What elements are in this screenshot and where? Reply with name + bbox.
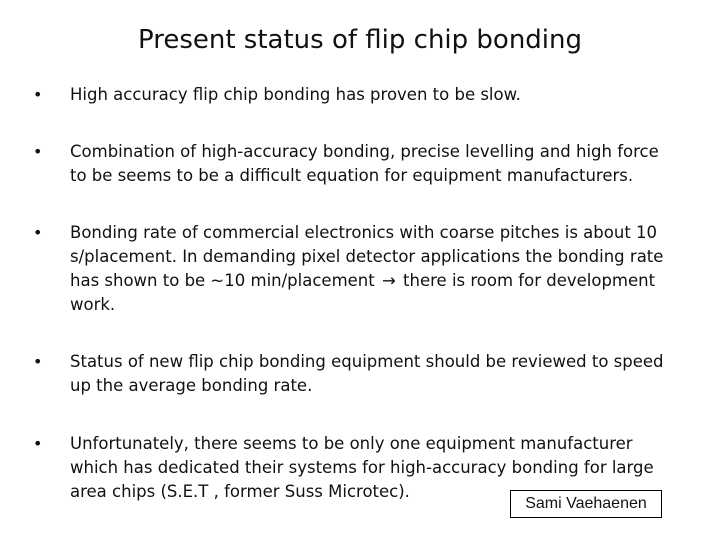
bullet-text: Unfortunately, there seems to be only one equipment manufacturer which has dedicated their systems for high-accuracy bonding for large area chips (S.E.T , former Suss Microtec). [70, 434, 654, 501]
bullet-text-after-arrow: there is room for development work. [70, 271, 656, 314]
bullet-item [33, 221, 673, 317]
bullet-text [70, 221, 673, 317]
bullet-item [33, 350, 673, 398]
bullet-icon: • [33, 223, 43, 242]
bullet-item [33, 140, 673, 188]
author-name-box: Sami Vaehaenen [510, 490, 662, 518]
bullet-icon: • [33, 434, 43, 453]
bullet-icon: • [33, 142, 43, 161]
bullet-text: High accuracy flip chip bonding has proven to be slow. [70, 85, 521, 104]
bullet-text: Status of new flip chip bonding equipment should be reviewed to speed up the average bonding rate. [70, 352, 664, 395]
bullet-icon: • [33, 352, 43, 371]
bullet-item [33, 83, 673, 107]
slide-title: Present status of flip chip bonding [137, 25, 583, 55]
arrow-right-icon: → [381, 271, 396, 290]
bullet-icon: • [33, 85, 43, 104]
bullet-text-before-arrow: Bonding rate of commercial electronics with coarse pitches is about 10 s/placement. In demanding pixel detector applications the bonding rate has shown to be ~10 min/placement [70, 223, 664, 290]
bullet-text: Combination of high-accuracy bonding, precise levelling and high force to be seems to be a difficult equation for equipment manufacturers. [70, 142, 659, 185]
